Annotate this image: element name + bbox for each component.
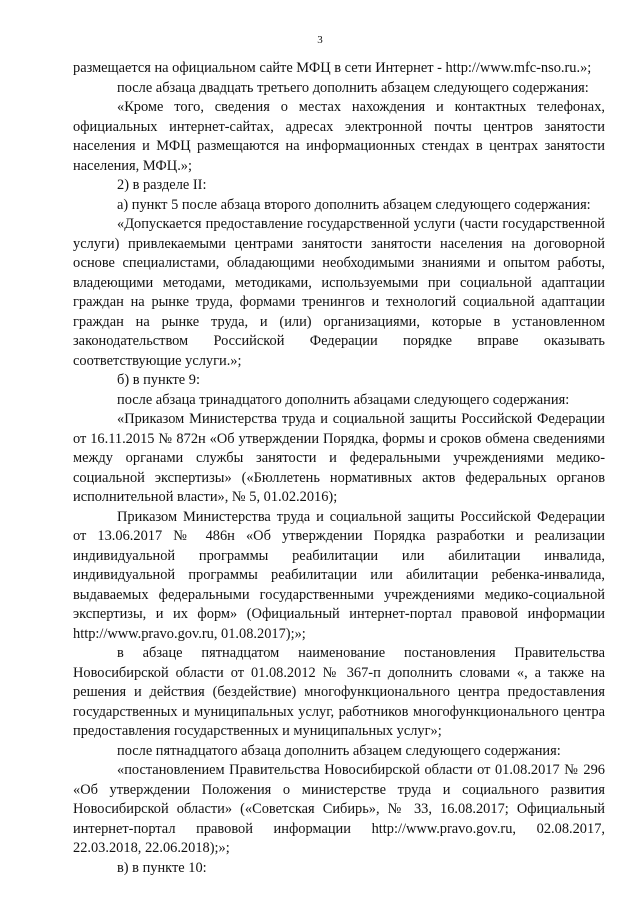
- paragraph-section-heading: 2) в разделе II:: [117, 177, 207, 193]
- document-body: [73, 59, 605, 878]
- paragraph-item-a: а) пункт 5 после абзаца второго дополнить абзацем следующего содержания:: [117, 196, 591, 213]
- paragraph-amendment-intro: после абзаца двадцать третьего дополнить абзацем следующего содержания:: [117, 79, 589, 96]
- paragraph-amendment-intro: после пятнадцатого абзаца дополнить абзацем следующего содержания:: [117, 742, 561, 759]
- paragraph-quoted-text: «Приказом Министерства труда и социальной защиты Российской Федерации от 16.11.2015 № 872н «Об утверждении Порядка, формы и сроков обмена сведениями между органами службы занятости и федеральными учреждениями медико-социальной экспертизы» («Бюллетень нормативных актов федеральных органов исполнительной власти», № 5, 01.02.2016);: [73, 411, 605, 505]
- paragraph-quoted-text: «Кроме того, сведения о местах нахождения и контактных телефонах, официальных интернет-сайтах, адресах электронной почты центров занятости населения и МФЦ размещаются на информационных стендах в центрах занятости населения, МФЦ.»;: [73, 99, 605, 174]
- paragraph-item-c: в) в пункте 10:: [117, 859, 207, 876]
- paragraph-quoted-text: «Допускается предоставление государственной услуги (части государственной услуги) привлекаемыми центрами занятости занятости населения на договорной основе специалистами, обладающими необходимыми знаниями и опытом работы, владеющими методами, методиками, используемыми при социальной адаптации граждан на рынке труда, формами тренингов и технологий социальной адаптации граждан на рынке труда, и (или) организациями, которые в установленном законодательством Российской Федерации порядке вправе оказывать соответствующие услуги.»;: [73, 216, 605, 369]
- page-number: 3: [317, 34, 323, 46]
- paragraph-continuation: размещается на официальном сайте МФЦ в сети Интернет - http://www.mfc-nso.ru.»;: [73, 60, 592, 76]
- paragraph-item-b: б) в пункте 9:: [117, 372, 200, 388]
- paragraph-quoted-text: «постановлением Правительства Новосибирской области от 01.08.2017 № 296 «Об утверждении Положения о министерстве труда и социального развития Новосибирской области» («Советская Сибирь», № 33, 16.08.2017; Официальный интернет-портал правовой информации http://www.pravo.gov.ru, 02.08.2017, 22.03.2018, 22.06.2018);»;: [73, 762, 605, 856]
- paragraph-amendment: в абзаце пятнадцатом наименование постановления Правительства Новосибирской области от 01.08.2012 № 367-п дополнить словами «, а также на решения и действия (бездействие) многофункционального центра предоставления государственных и муниципальных услуг, работников многофункционального центра предоставления государственных и муниципальных услуг»;: [73, 645, 605, 739]
- paragraph-quoted-text: Приказом Министерства труда и социальной защиты Российской Федерации от 13.06.2017 № 486н «Об утверждении Порядка разработки и реализации индивидуальной программы реабилитации или абилитации инвалида, индивидуальной программы реабилитации или абилитации ребенка-инвалида, выдаваемых федеральными государственными учреждениями медико-социальной экспертизы, и их форм» (Официальный интернет-портал правовой информации http://www.pravo.gov.ru, 01.08.2017);»;: [73, 508, 605, 642]
- paragraph-amendment-intro: после абзаца тринадцатого дополнить абзацами следующего содержания:: [117, 391, 570, 408]
